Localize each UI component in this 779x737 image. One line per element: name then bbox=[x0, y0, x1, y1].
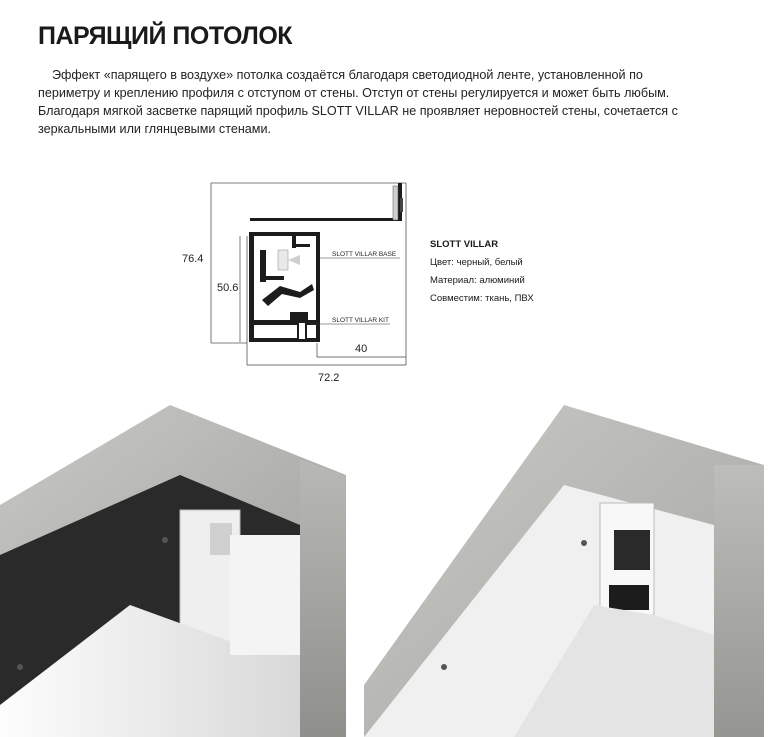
spec-compatible: Совместим: ткань, ПВХ bbox=[430, 293, 534, 304]
dim-width-gap: 40 bbox=[355, 343, 368, 355]
dim-height-profile: 50.6 bbox=[217, 282, 239, 294]
intro-text: Эффект «парящего в воздухе» потолка создаётся благодаря светодиодной ленте, установленной по периметру и креплению профиля с отступом от стены. Отступ от стены регулируется и может быть любым. Благодаря мягкой засветке парящий профиль SLOTT VILLAR не проявляет неровностей стены, сочетается с зеркальными или глянцевыми стенами. bbox=[38, 68, 678, 136]
profile-section bbox=[249, 232, 320, 342]
label-base: SLOTT VILLAR BASE bbox=[332, 251, 397, 258]
dim-height-total: 76.4 bbox=[182, 253, 204, 265]
spec-material: Материал: алюминий bbox=[430, 275, 525, 286]
render-white-profile bbox=[364, 405, 764, 737]
page-title: ПАРЯЩИЙ ПОТОЛОК bbox=[38, 22, 293, 50]
dim-width-total: 72.2 bbox=[318, 372, 340, 384]
led-strip bbox=[278, 250, 300, 270]
spec-color: Цвет: черный, белый bbox=[430, 257, 523, 268]
label-kit: SLOTT VILLAR KIT bbox=[332, 317, 389, 324]
wall-ceiling-block bbox=[250, 183, 403, 221]
render-black-profile bbox=[0, 405, 346, 737]
leader-lines bbox=[310, 258, 400, 324]
spec-block bbox=[430, 236, 534, 308]
spec-title: SLOTT VILLAR bbox=[430, 239, 499, 250]
